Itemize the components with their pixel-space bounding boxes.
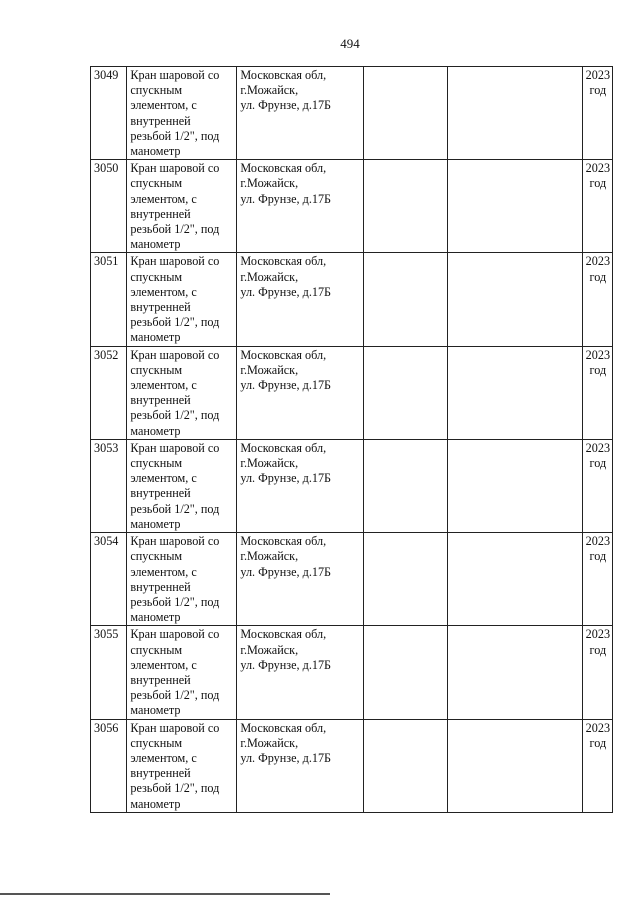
item-name-line: спускным [130, 83, 183, 98]
item-name-line: резьбой 1/2", под [130, 408, 220, 423]
item-name-line: внутренней [130, 766, 191, 781]
item-name-line: спускным [130, 362, 183, 377]
year-line: год [589, 362, 607, 377]
empty-cell-col5 [448, 626, 582, 719]
year-line: 2023 [585, 347, 611, 362]
empty-cell-col5 [448, 160, 582, 253]
item-name-line: резьбой 1/2", под [130, 501, 220, 516]
address-cell [237, 160, 363, 253]
bottom-edge-rule [0, 893, 330, 895]
address-line: г.Можайск, [240, 642, 299, 657]
address-line: Московская обл, [240, 534, 327, 549]
page-number: 494 [340, 36, 360, 51]
address-line: Московская обл, [240, 440, 327, 455]
item-name-line: манометр [130, 703, 181, 718]
item-name-line: элементом, с [130, 284, 197, 299]
item-name-cell [127, 439, 237, 532]
address-line: Московская обл, [240, 254, 327, 269]
item-name-line: элементом, с [130, 378, 197, 393]
empty-cell-col5 [448, 719, 582, 812]
year-line: год [589, 549, 607, 564]
year-line: год [589, 456, 607, 471]
item-name-line: Кран шаровой со [130, 68, 220, 82]
item-name-line: спускным [130, 735, 183, 750]
item-name-cell [127, 160, 237, 253]
year-cell [582, 439, 612, 532]
row-number-cell [91, 160, 127, 253]
address-line: ул. Фрунзе, д.17Б [240, 378, 332, 393]
item-name-line: элементом, с [130, 191, 197, 206]
empty-cell-col4 [363, 719, 448, 812]
item-name-line: элементом, с [130, 564, 197, 579]
table-row [91, 253, 613, 346]
item-name-line: элементом, с [130, 98, 197, 113]
item-name-line: резьбой 1/2", под [130, 128, 220, 143]
year-line: 2023 [585, 627, 611, 642]
year-cell [582, 346, 612, 439]
address-line: Московская обл, [240, 627, 327, 642]
empty-cell-col4 [363, 626, 448, 719]
row-number: 3055 [94, 627, 119, 642]
item-name-line: манометр [130, 796, 181, 811]
empty-cell-col5 [448, 253, 582, 346]
item-name-line: резьбой 1/2", под [130, 222, 220, 237]
item-name-cell [127, 253, 237, 346]
address-line: Московская обл, [240, 161, 327, 176]
item-name-line: внутренней [130, 300, 191, 315]
item-name-line: манометр [130, 516, 181, 531]
empty-cell-col4 [363, 346, 448, 439]
item-name-line: Кран шаровой со [130, 347, 220, 362]
item-name-line: Кран шаровой со [130, 161, 220, 176]
address-cell [237, 719, 363, 812]
year-cell [582, 160, 612, 253]
address-line: г.Можайск, [240, 735, 299, 750]
year-line: 2023 [585, 440, 611, 455]
year-cell [582, 719, 612, 812]
row-number: 3050 [94, 161, 119, 176]
item-name-line: манометр [130, 237, 181, 252]
item-name-line: элементом, с [130, 657, 197, 672]
year-line: 2023 [585, 534, 611, 549]
year-line: 2023 [585, 68, 611, 82]
empty-cell-col4 [363, 160, 448, 253]
address-cell [237, 533, 363, 626]
item-name-line: спускным [130, 642, 183, 657]
table-row [91, 626, 613, 719]
address-line: г.Можайск, [240, 456, 299, 471]
item-name-line: спускным [130, 456, 183, 471]
table-row [91, 439, 613, 532]
row-number-cell [91, 346, 127, 439]
year-line: год [589, 269, 607, 284]
address-line: ул. Фрунзе, д.17Б [240, 564, 332, 579]
address-cell [237, 346, 363, 439]
row-number: 3051 [94, 254, 119, 269]
empty-cell-col4 [363, 439, 448, 532]
table-row [91, 533, 613, 626]
empty-cell-col4 [363, 533, 448, 626]
year-cell [582, 67, 612, 160]
address-line: ул. Фрунзе, д.17Б [240, 284, 332, 299]
row-number-cell [91, 253, 127, 346]
item-name-cell [127, 533, 237, 626]
item-name-line: резьбой 1/2", под [130, 781, 220, 796]
table-row [91, 719, 613, 812]
address-line: Московская обл, [240, 347, 327, 362]
empty-cell-col4 [363, 67, 448, 160]
table-row [91, 346, 613, 439]
item-name-line: элементом, с [130, 750, 197, 765]
item-name-line: внутренней [130, 486, 191, 501]
item-name-line: манометр [130, 423, 181, 438]
item-name-line: спускным [130, 176, 183, 191]
address-cell [237, 67, 363, 160]
address-line: г.Можайск, [240, 176, 299, 191]
year-cell [582, 253, 612, 346]
year-line: 2023 [585, 161, 611, 176]
item-name-line: резьбой 1/2", под [130, 688, 220, 703]
year-line: 2023 [585, 254, 611, 269]
row-number: 3049 [94, 68, 119, 82]
address-line: г.Можайск, [240, 362, 299, 377]
year-cell [582, 626, 612, 719]
address-line: ул. Фрунзе, д.17Б [240, 750, 332, 765]
item-name-cell [127, 626, 237, 719]
address-cell [237, 253, 363, 346]
item-name-line: спускным [130, 549, 183, 564]
year-line: год [589, 83, 607, 98]
item-name-cell [127, 346, 237, 439]
table-row [91, 160, 613, 253]
address-line: г.Можайск, [240, 549, 299, 564]
address-line: ул. Фрунзе, д.17Б [240, 98, 332, 113]
item-name-line: манометр [130, 144, 181, 159]
address-line: ул. Фрунзе, д.17Б [240, 657, 332, 672]
item-name-line: внутренней [130, 393, 191, 408]
address-line: Московская обл, [240, 720, 327, 735]
address-line: ул. Фрунзе, д.17Б [240, 471, 332, 486]
address-line: Московская обл, [240, 68, 327, 82]
empty-cell-col4 [363, 253, 448, 346]
address-line: г.Можайск, [240, 83, 299, 98]
item-name-line: резьбой 1/2", под [130, 594, 220, 609]
year-line: год [589, 642, 607, 657]
address-cell [237, 626, 363, 719]
item-name-line: резьбой 1/2", под [130, 315, 220, 330]
item-name-line: манометр [130, 330, 181, 345]
item-name-line: спускным [130, 269, 183, 284]
inventory-table [90, 66, 613, 813]
row-number-cell [91, 533, 127, 626]
empty-cell-col5 [448, 346, 582, 439]
item-name-line: внутренней [130, 579, 191, 594]
year-cell [582, 533, 612, 626]
empty-cell-col5 [448, 439, 582, 532]
row-number-cell [91, 719, 127, 812]
row-number-cell [91, 67, 127, 160]
item-name-cell [127, 719, 237, 812]
item-name-cell [127, 67, 237, 160]
year-line: год [589, 176, 607, 191]
item-name-line: Кран шаровой со [130, 254, 220, 269]
address-line: ул. Фрунзе, д.17Б [240, 191, 332, 206]
item-name-line: Кран шаровой со [130, 627, 220, 642]
row-number: 3053 [94, 440, 119, 455]
empty-cell-col5 [448, 533, 582, 626]
empty-cell-col5 [448, 67, 582, 160]
item-name-line: Кран шаровой со [130, 440, 220, 455]
item-name-line: манометр [130, 610, 181, 625]
address-line: г.Можайск, [240, 269, 299, 284]
item-name-line: элементом, с [130, 471, 197, 486]
table-row [91, 67, 613, 160]
item-name-line: внутренней [130, 206, 191, 221]
item-name-line: Кран шаровой со [130, 720, 220, 735]
address-cell [237, 439, 363, 532]
item-name-line: внутренней [130, 672, 191, 687]
year-line: год [589, 735, 607, 750]
year-line: 2023 [585, 720, 611, 735]
row-number: 3054 [94, 534, 119, 549]
item-name-line: Кран шаровой со [130, 534, 220, 549]
row-number: 3056 [94, 720, 119, 735]
inventory-table-body [91, 67, 613, 813]
item-name-line: внутренней [130, 113, 191, 128]
row-number-cell [91, 626, 127, 719]
row-number-cell [91, 439, 127, 532]
row-number: 3052 [94, 347, 119, 362]
